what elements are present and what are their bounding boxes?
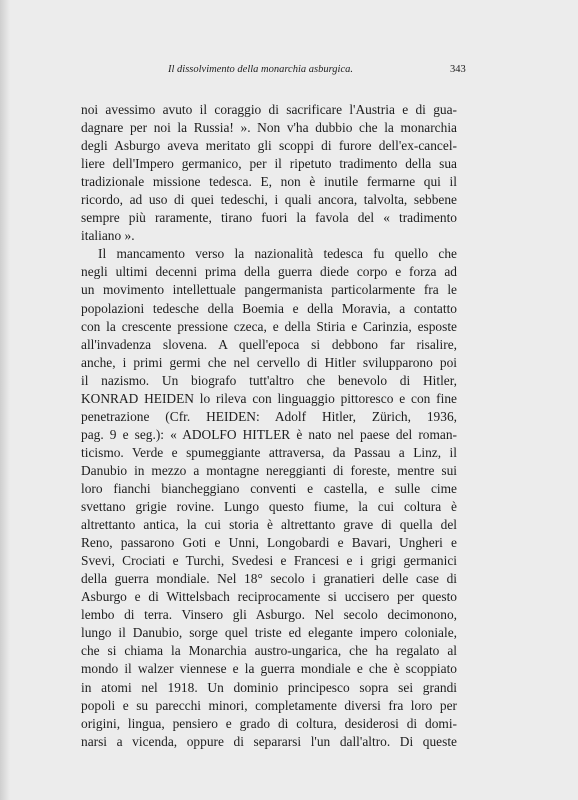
text-line: narsi a vicenda, oppure di separarsi l'un dall'altro. Di queste xyxy=(81,733,457,749)
running-head-title: Il dissolvimento della monarchia asburgica. xyxy=(168,64,353,75)
text-line: pag. 9 e seg.): « ADOLFO HITLER è nato nel paese del roman- xyxy=(81,426,457,442)
text-line: italiano ». xyxy=(81,228,135,244)
body-text xyxy=(81,101,457,751)
text-line: il nazismo. Un biografo tutt'altro che benevolo di Hitler, xyxy=(81,372,457,388)
text-line: penetrazione (Cfr. HEIDEN: Adolf Hitler, Zürich, 1936, xyxy=(81,408,457,424)
text-line: negli ultimi decenni prima della guerra diede corpo e forza ad xyxy=(81,264,457,280)
text-line: origini, lingua, pensiero e grado di coltura, desiderosi di domi- xyxy=(81,715,457,731)
page-gutter-shadow xyxy=(0,0,10,800)
text-line: sempre più raramente, tirano fuori la favola del « tradimento xyxy=(81,210,457,226)
text-line: tradizionale missione tedesca. E, non è inutile fermarne qui il xyxy=(81,174,457,190)
text-line: popolazioni tedesche della Boemia e della Moravia, a contatto xyxy=(81,300,457,316)
text-line: svettano grigie rovine. Lungo questo fiume, la cui coltura è xyxy=(81,499,457,515)
text-line: liere dell'Impero germanico, per il ripetuto tradimento della sua xyxy=(81,156,457,172)
text-line: Asburgo e di Wittelsbach reciprocamente si uccisero per questo xyxy=(81,589,457,605)
text-line: Svevi, Crociati e Turchi, Svedesi e Francesi e i grigi germanici xyxy=(81,553,457,569)
text-line: all'invadenza slovena. A quell'epoca si debbono far risalire, xyxy=(81,336,457,352)
text-line: loro fianchi biancheggiano conventi e castella, e sulle cime xyxy=(81,480,457,496)
text-line: mondo il walzer viennese e la guerra mondiale e che è scoppiato xyxy=(81,661,457,677)
page-number: 343 xyxy=(450,64,466,75)
text-line: dagnare per noi la Russia! ». Non v'ha dubbio che la monarchia xyxy=(81,120,457,136)
text-line: ticismo. Verde e spumeggiante attraversa, da Passau a Linz, il xyxy=(81,444,457,460)
text-line: KONRAD HEIDEN lo rileva con linguaggio pittoresco e con fine xyxy=(81,390,457,406)
text-line: in atomi nel 1918. Un dominio principesco sopra sei grandi xyxy=(81,679,457,695)
text-line: che si chiama la Monarchia austro-ungarica, che ha regalato al xyxy=(81,643,457,659)
text-line: un movimento intellettuale pangermanista particolarmente fra le xyxy=(81,282,457,298)
text-line: lembo di terra. Vinsero gli Asburgo. Nel secolo decimonono, xyxy=(81,607,457,623)
text-line: Reno, passarono Goti e Unni, Longobardi e Bavari, Ungheri e xyxy=(81,535,457,551)
text-line: altrettanto antica, la cui storia è altrettanto grave di quella del xyxy=(81,517,457,533)
text-line: con la crescente pressione czeca, e della Stiria e Carinzia, esposte xyxy=(81,318,457,334)
text-line: ricordo, ad uso di quei tedeschi, i quali ancora, talvolta, sebbene xyxy=(81,192,457,208)
text-line: lungo il Danubio, sorge quel triste ed elegante impero coloniale, xyxy=(81,625,457,641)
text-line: della guerra mondiale. Nel 18° secolo i granatieri delle case di xyxy=(81,571,457,587)
text-line: popoli e su parecchi minori, completamente diversi fra loro per xyxy=(81,697,457,713)
text-line: noi avessimo avuto il coraggio di sacrificare l'Austria e di gua- xyxy=(81,102,457,117)
text-line: Il mancamento verso la nazionalità tedesca fu quello che xyxy=(98,246,457,262)
text-line: degli Asburgo aveva meritato gli scoppi di furore dell'ex-cancel- xyxy=(81,138,457,154)
text-line: anche, i primi germi che nel cervello di Hitler svilupparono poi xyxy=(81,354,457,370)
text-line: Danubio in mezzo a montagne nereggianti di foreste, mentre sui xyxy=(81,462,457,478)
